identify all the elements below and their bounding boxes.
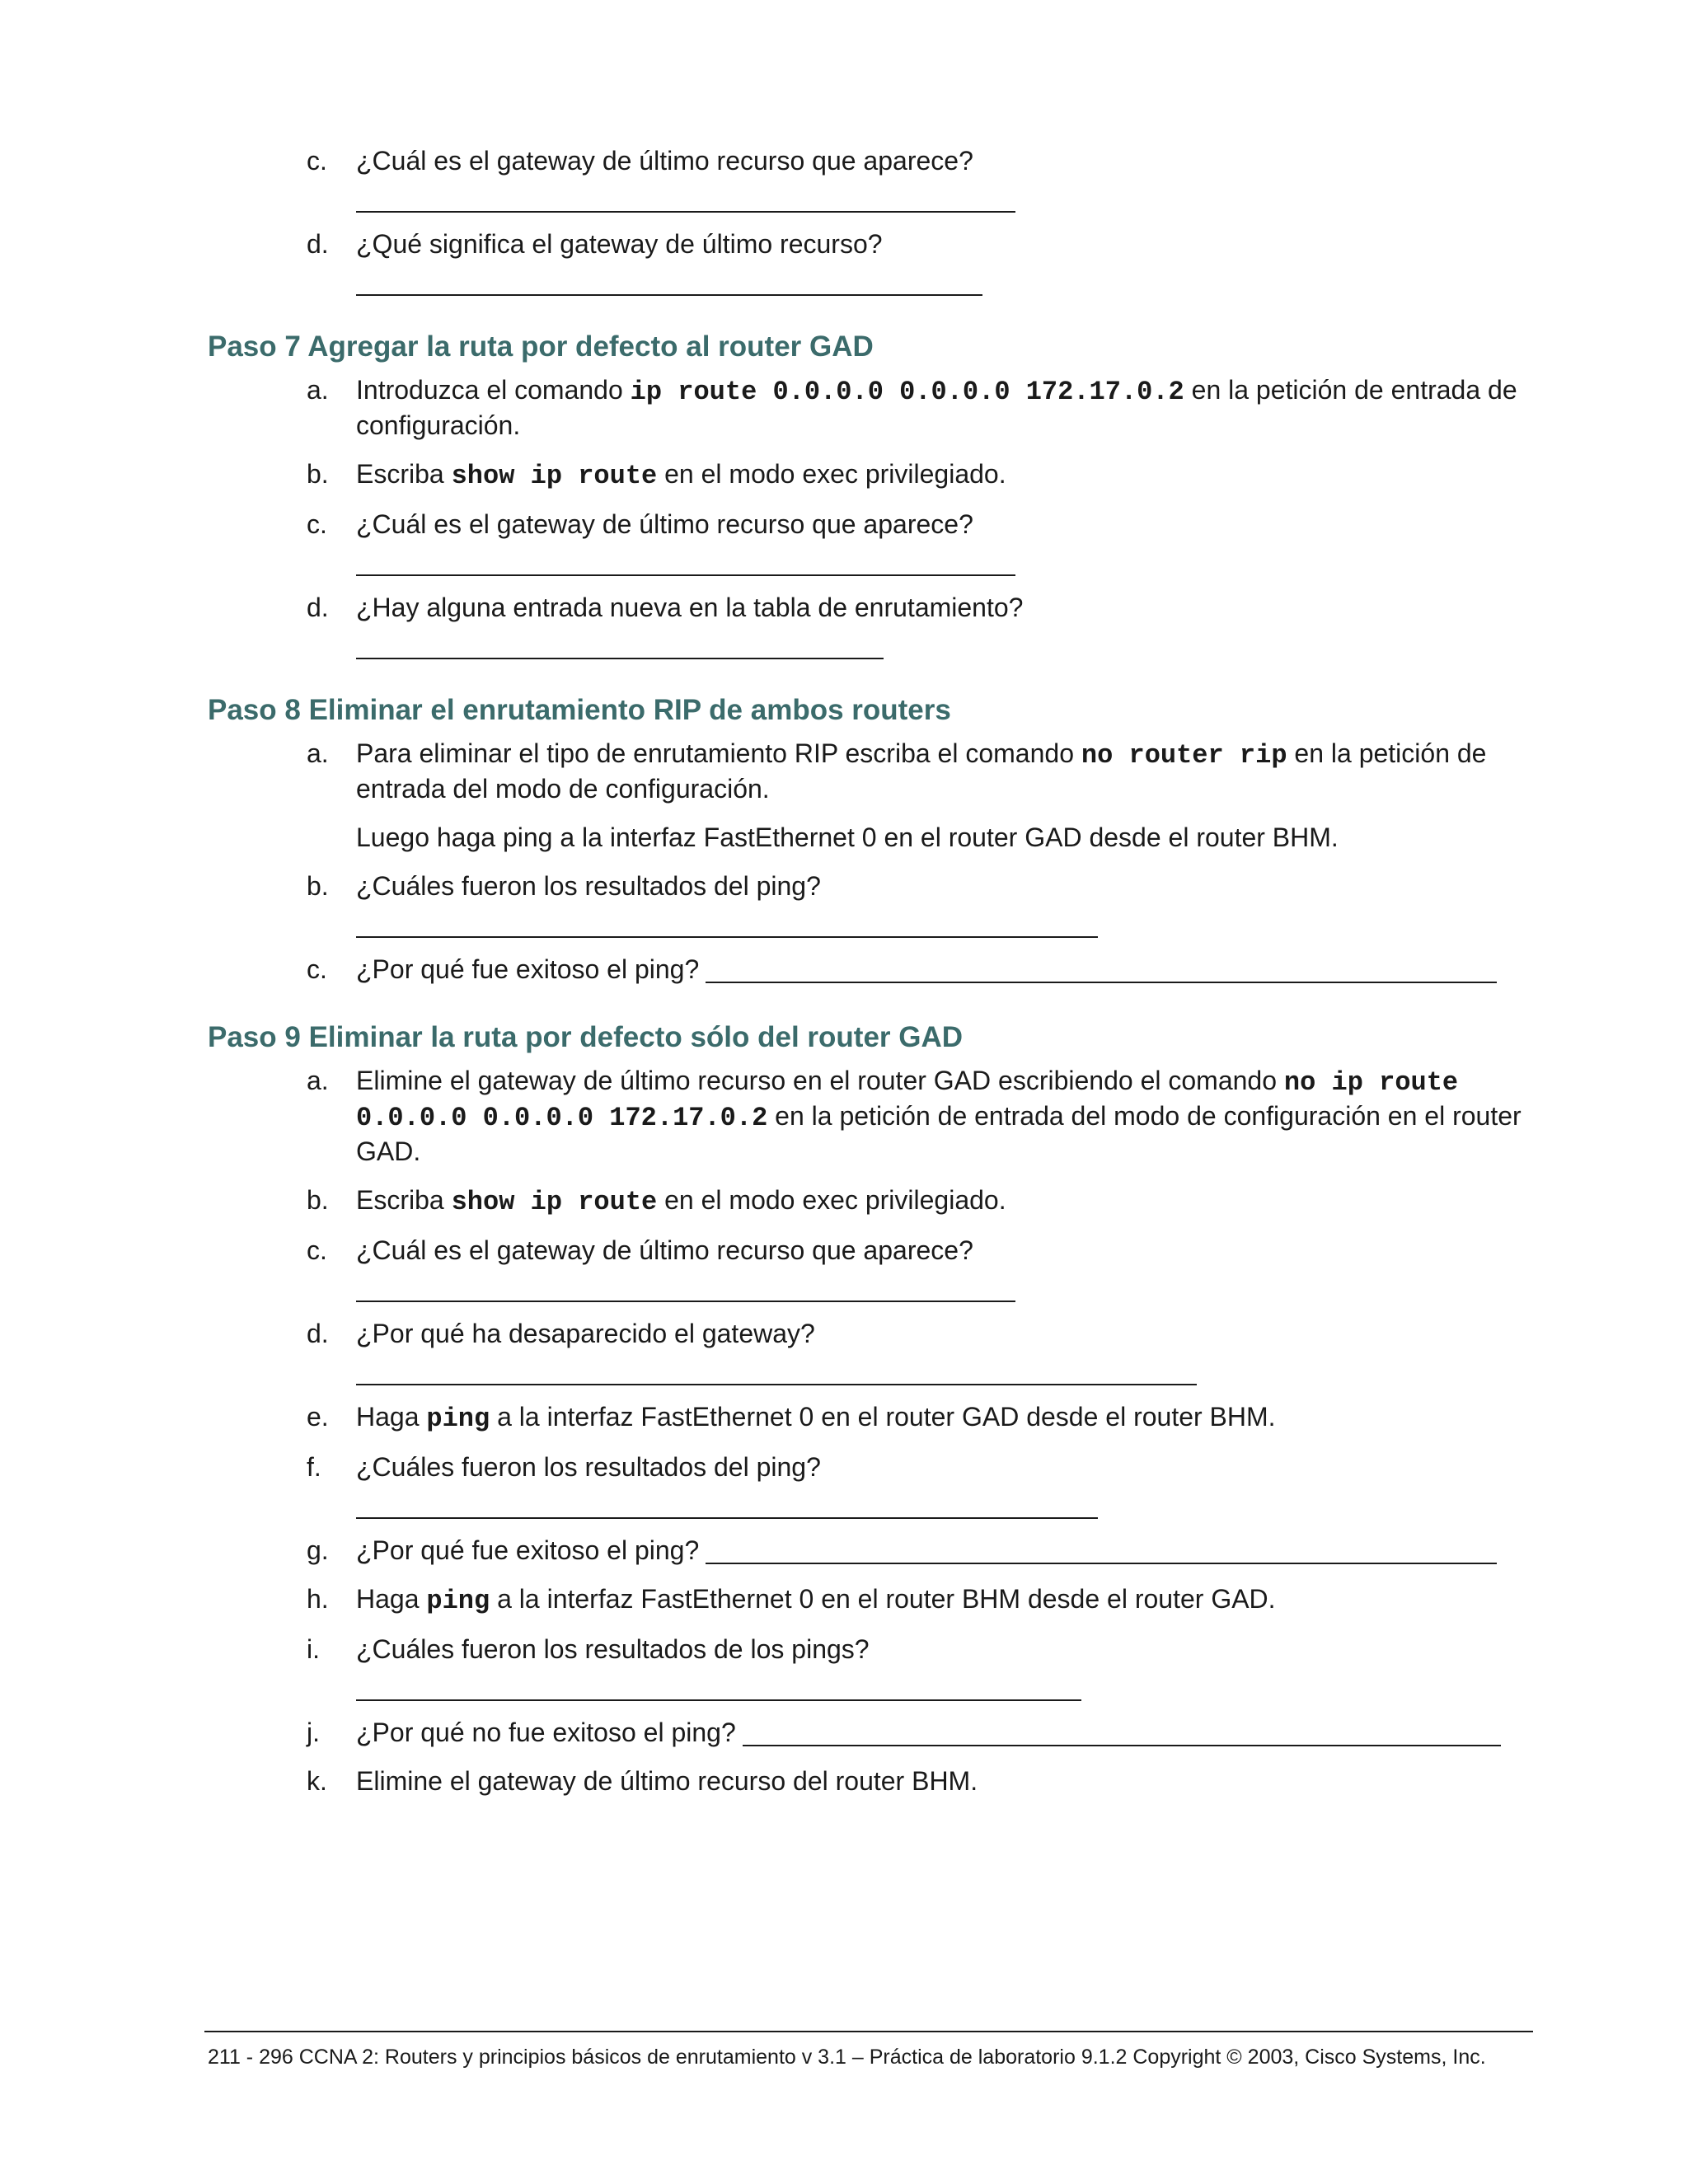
item-text: ¿Por qué fue exitoso el ping?: [356, 1535, 700, 1565]
item-text: ¿Cuál es el gateway de último recurso que aparece?: [356, 509, 973, 539]
document-body: [208, 144, 1543, 1813]
answer-line[interactable]: [356, 658, 884, 659]
item-text-post: en el modo exec privilegiado.: [657, 1185, 1006, 1215]
item-letter: j.: [307, 1718, 320, 1747]
item-text-pre: Introduzca el comando: [356, 375, 631, 405]
item-letter: i.: [307, 1634, 320, 1664]
item-letter: b.: [307, 871, 329, 901]
step-9-item-d: [208, 1317, 1543, 1385]
item-text-pre: Haga: [356, 1584, 427, 1614]
answer-line[interactable]: [356, 936, 1098, 938]
footer-divider: [204, 2031, 1533, 2032]
step-9-item-k: [208, 1765, 1543, 1798]
page-footer: 211 - 296 CCNA 2: Routers y principios básicos de enrutamiento v 3.1 – Práctica de laboratorio 9.1.2 Copyright © 2003, Cisco Systems, Inc.: [208, 2046, 1486, 2069]
command-text: no ip route 0.0.0.0 0.0.0.0 172.17.0.2: [356, 1067, 1459, 1133]
step-9-item-g: [208, 1534, 1543, 1568]
step-8-item-b: [208, 869, 1543, 938]
step-7-item-a: [208, 373, 1543, 443]
item-text: Elimine el gateway de último recurso del router BHM.: [356, 1766, 978, 1796]
item-letter: d.: [307, 229, 329, 259]
answer-line[interactable]: [356, 1517, 1098, 1519]
item-text-pre: Escriba: [356, 459, 452, 489]
item-text-pre: Haga: [356, 1402, 427, 1432]
step-9-item-f: [208, 1451, 1543, 1519]
item-text-post: a la interfaz FastEthernet 0 en el router GAD desde el router BHM.: [490, 1402, 1276, 1432]
item-text: ¿Cuáles fueron los resultados de los pings?: [356, 1634, 870, 1664]
item-text: ¿Por qué no fue exitoso el ping?: [356, 1718, 736, 1747]
command-text: no router rip: [1081, 740, 1287, 771]
step-8-item-a: [208, 737, 1543, 806]
step-9-item-e: [208, 1400, 1543, 1436]
item-text-pre: Escriba: [356, 1185, 452, 1215]
item-text: ¿Cuál es el gateway de último recurso que aparece?: [356, 146, 973, 176]
step-8-heading: Paso 8 Eliminar el enrutamiento RIP de ambos routers: [208, 694, 951, 726]
item-letter: c.: [307, 954, 327, 984]
item-letter: a.: [307, 375, 329, 405]
item-letter: b.: [307, 459, 329, 489]
answer-line[interactable]: [356, 1384, 1197, 1385]
step-9-item-a: [208, 1064, 1543, 1169]
item-letter: a.: [307, 738, 329, 768]
item-text-post: en la petición de entrada del modo de configuración en el router GAD.: [356, 1101, 1522, 1166]
item-text: ¿Cuál es el gateway de último recurso que aparece?: [356, 1235, 973, 1265]
item-letter: k.: [307, 1766, 327, 1796]
step-9-item-i: [208, 1633, 1543, 1701]
step-7-item-c: [208, 508, 1543, 576]
command-text: ip route 0.0.0.0 0.0.0.0 172.17.0.2: [630, 377, 1184, 407]
step-9-item-c: [208, 1234, 1543, 1302]
command-text: show ip route: [451, 461, 658, 491]
item-letter: d.: [307, 1319, 329, 1348]
item-text: ¿Hay alguna entrada nueva en la tabla de enrutamiento?: [356, 593, 1024, 622]
item-text-post: en el modo exec privilegiado.: [657, 459, 1006, 489]
item-letter: h.: [307, 1584, 329, 1614]
question-d: [208, 227, 1543, 296]
command-text: show ip route: [451, 1187, 658, 1217]
step-8-item-c: [208, 953, 1543, 987]
item-text: ¿Cuáles fueron los resultados del ping?: [356, 1452, 821, 1482]
item-text: ¿Cuáles fueron los resultados del ping?: [356, 871, 821, 901]
answer-line[interactable]: [356, 1699, 1081, 1701]
item-text-post: a la interfaz FastEthernet 0 en el router BHM desde el router GAD.: [490, 1584, 1276, 1614]
item-letter: c.: [307, 146, 327, 176]
item-letter: d.: [307, 593, 329, 622]
item-text: ¿Qué significa el gateway de último recurso?: [356, 229, 883, 259]
item-letter: c.: [307, 509, 327, 539]
item-letter: c.: [307, 1235, 327, 1265]
step-7-heading: Paso 7 Agregar la ruta por defecto al router GAD: [208, 330, 874, 363]
step-9-item-h: [208, 1582, 1543, 1618]
item-text-pre: Para eliminar el tipo de enrutamiento RIP escriba el comando: [356, 738, 1081, 768]
item-letter: b.: [307, 1185, 329, 1215]
answer-line[interactable]: [356, 574, 1015, 576]
answer-line[interactable]: [356, 1301, 1015, 1302]
answer-line[interactable]: [706, 1563, 1497, 1564]
step-7-item-b: [208, 457, 1543, 493]
answer-line[interactable]: [356, 211, 1015, 213]
answer-line[interactable]: [356, 294, 982, 296]
command-text: ping: [426, 1404, 490, 1434]
answer-line[interactable]: [743, 1745, 1501, 1746]
command-text: ping: [426, 1586, 490, 1616]
step-8-item-a-continuation: Luego haga ping a la interfaz FastEthernet 0 en el router GAD desde el router BHM.: [356, 823, 1339, 852]
item-text: ¿Por qué ha desaparecido el gateway?: [356, 1319, 815, 1348]
step-9-item-b: [208, 1183, 1543, 1219]
question-c: [208, 144, 1543, 213]
item-text-post: en la petición de entrada del modo de configuración.: [356, 738, 1487, 804]
item-letter: g.: [307, 1535, 329, 1565]
step-9-heading: Paso 9 Eliminar la ruta por defecto sólo del router GAD: [208, 1021, 964, 1053]
step-9-item-j: [208, 1716, 1543, 1750]
item-letter: e.: [307, 1402, 329, 1432]
answer-line[interactable]: [706, 982, 1497, 983]
item-letter: f.: [307, 1452, 321, 1482]
item-text: ¿Por qué fue exitoso el ping?: [356, 954, 700, 984]
item-text-post: en la petición de entrada de configuración.: [356, 375, 1517, 440]
step-7-item-d: [208, 591, 1543, 659]
item-letter: a.: [307, 1066, 329, 1095]
item-text-pre: Elimine el gateway de último recurso en el router GAD escribiendo el comando: [356, 1066, 1284, 1095]
